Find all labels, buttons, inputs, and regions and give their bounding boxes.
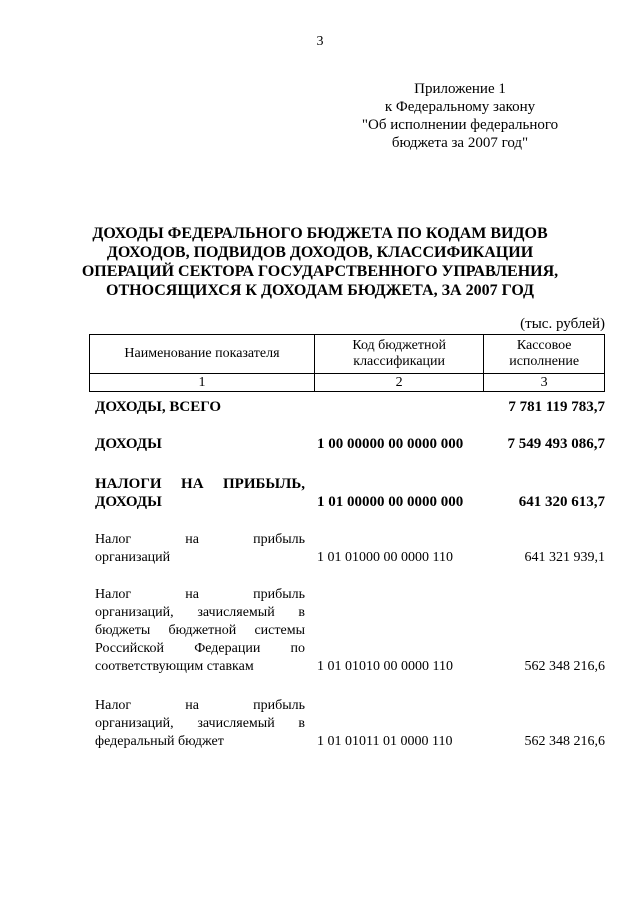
row-name-line: ДОХОДЫ [95, 436, 162, 452]
header-num-3: 3 [484, 374, 605, 392]
unit-note: (тыс. рублей) [520, 316, 605, 332]
header-row [90, 335, 605, 374]
row-amount: 7 781 119 783,7 [508, 399, 605, 415]
row-name-line: ДОХОДЫ [95, 494, 162, 510]
header-code-line-1: Код бюджетной [352, 338, 446, 353]
row-name [95, 697, 305, 751]
header-number-row [90, 374, 605, 392]
row-name [95, 475, 305, 511]
row-name-line: бюджеты бюджетной системы [95, 623, 305, 638]
row-amount: 641 321 939,1 [524, 550, 605, 565]
row-name-line: Налог на прибыль [95, 532, 305, 547]
table-header [89, 334, 605, 392]
row-name-line: организаций, зачисляемый в [95, 605, 305, 620]
row-name-line: Российской Федерации по [95, 641, 305, 656]
appendix-line-1: Приложение 1 [414, 81, 506, 97]
header-code-line-2: классификации [353, 354, 446, 369]
row-code: 1 01 01011 01 0000 110 [317, 734, 453, 749]
row-name-line: НАЛОГИ НА ПРИБЫЛЬ, [95, 476, 305, 492]
row-amount: 7 549 493 086,7 [507, 436, 605, 452]
page-number: 3 [316, 34, 324, 49]
appendix-note [360, 80, 560, 152]
title-line-2: ДОХОДОВ, ПОДВИДОВ ДОХОДОВ, КЛАССИФИКАЦИИ [106, 244, 534, 261]
row-name-line: ДОХОДЫ, ВСЕГО [95, 399, 222, 415]
row-name-line: организаций [95, 550, 171, 565]
row-code: 1 01 01000 00 0000 110 [317, 550, 453, 565]
header-num-2: 2 [314, 374, 483, 392]
row-name-line: Налог на прибыль [95, 587, 305, 602]
row-name-line: организаций, зачисляемый в [95, 716, 305, 731]
header-num-1: 1 [90, 374, 315, 392]
title-line-1: ДОХОДЫ ФЕДЕРАЛЬНОГО БЮДЖЕТА ПО КОДАМ ВИДОВ [92, 225, 548, 242]
appendix-line-4: бюджета за 2007 год" [391, 135, 529, 151]
appendix-line-2: к Федеральному закону [384, 99, 536, 115]
row-amount: 562 348 216,6 [524, 659, 605, 674]
row-name-line: федеральный бюджет [95, 734, 224, 749]
document-title [70, 224, 570, 300]
row-name [95, 586, 305, 676]
header-code [314, 335, 483, 374]
row-name [95, 435, 305, 453]
header-name [90, 335, 315, 374]
title-line-4: ОТНОСЯЩИХСЯ К ДОХОДАМ БЮДЖЕТА, ЗА 2007 ГОД [106, 282, 534, 299]
row-amount: 562 348 216,6 [524, 734, 605, 749]
header-name-label: Наименование показателя [124, 346, 280, 361]
title-line-3: ОПЕРАЦИЙ СЕКТОРА ГОСУДАРСТВЕННОГО УПРАВЛЕНИЯ, [81, 263, 559, 280]
header-amount [484, 335, 605, 374]
header-amount-line-2: исполнение [509, 354, 580, 369]
row-name [95, 531, 305, 567]
row-amount: 641 320 613,7 [518, 494, 605, 510]
row-code: 1 01 01010 00 0000 110 [317, 659, 453, 674]
row-code: 1 01 00000 00 0000 000 [317, 494, 464, 510]
header-amount-line-1: Кассовое [516, 338, 572, 353]
row-code: 1 00 00000 00 0000 000 [317, 436, 464, 452]
row-name-line: соответствующим ставкам [95, 659, 254, 674]
appendix-line-3: "Об исполнении федерального [361, 117, 559, 133]
row-name [95, 398, 305, 416]
row-name-line: Налог на прибыль [95, 698, 305, 713]
